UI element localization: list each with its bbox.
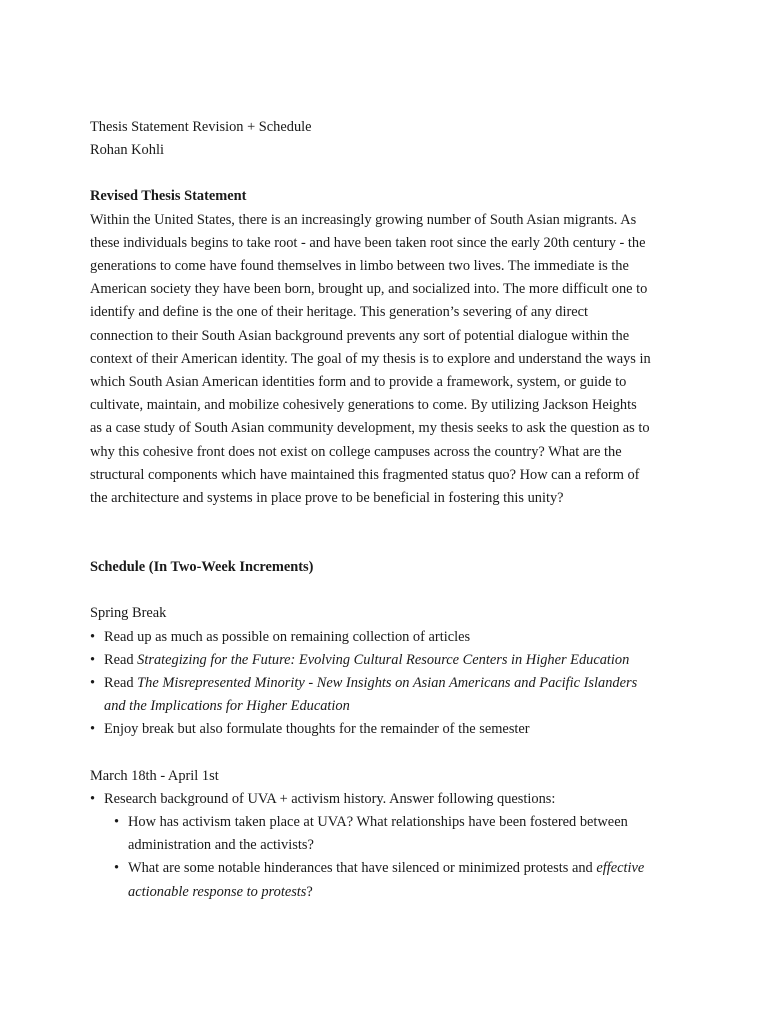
list-item-text: • Read up as much as possible on remaining collection of articles — [104, 628, 471, 645]
schedule-heading: Schedule (In Two-Week Increments) — [90, 559, 314, 576]
spacer — [90, 579, 690, 602]
list-item — [90, 718, 690, 741]
sub-list-item — [114, 811, 690, 857]
emphasis-text: effective — [596, 860, 645, 877]
spring-break-title: Spring Break — [90, 605, 167, 622]
book-title: Strategizing for the Future: Evolving Cultural Resource Centers in Higher Education — [137, 651, 630, 668]
sub-item-text-end: ? — [306, 883, 313, 900]
thesis-line: American society they have been born, brought up, and socialized into. The more difficult one to — [90, 281, 648, 298]
list-item-text: Read — [104, 675, 138, 692]
author-name: Rohan Kohli — [90, 142, 164, 159]
spacer — [90, 742, 690, 765]
spacer — [90, 510, 690, 556]
thesis-line: why this cohesive front does not exist on college campuses across the country? What are the — [90, 443, 622, 460]
thesis-line: which South Asian American identities form and to provide a framework, system, or guide to — [90, 374, 627, 391]
list-item — [90, 788, 690, 904]
thesis-line: connection to their South Asian background prevents any sort of potential dialogue within the — [90, 327, 630, 344]
list-item-text: Read — [104, 651, 138, 668]
thesis-line: cultivate, maintain, and mobilize cohesively generations to come. By utilizing Jackson Heights — [90, 397, 637, 414]
list-item-text: • Research background of UVA + activism history. Answer following questions: — [104, 790, 556, 807]
thesis-line: context of their American identity. The goal of my thesis is to explore and understand the ways in — [90, 350, 651, 367]
book-title: The Misrepresented Minority - New Insights on Asian Americans and Pacific Islanders — [137, 675, 638, 692]
thesis-line: generations to come have found themselves in limbo between two lives. The immediate is the — [90, 258, 629, 275]
thesis-line: identify and define is the one of their heritage. This generation’s severing of any direct — [90, 304, 589, 321]
thesis-heading: Revised Thesis Statement — [90, 188, 247, 205]
march-list — [90, 788, 690, 904]
list-item — [90, 649, 690, 672]
thesis-paragraph — [90, 209, 690, 511]
list-item — [90, 672, 690, 718]
thesis-line: structural components which have maintained this fragmented status quo? How can a reform of — [90, 466, 640, 483]
emphasis-text-cont: actionable response to protests — [128, 883, 307, 900]
thesis-line: these individuals begins to take root - and have been taken root since the early 20th century - the — [90, 234, 646, 251]
spacer — [90, 162, 690, 185]
sub-item-text: • How has activism taken place at UVA? What relationships have been fostered between — [128, 814, 628, 831]
march-sublist — [104, 811, 690, 904]
document-page — [90, 116, 690, 904]
sub-item-text: What are some notable hinderances that have silenced or minimized protests and — [128, 860, 597, 877]
list-item-text: • Enjoy break but also formulate thoughts for the remainder of the semester — [104, 721, 530, 738]
thesis-line: Within the United States, there is an increasingly growing number of South Asian migrants. As — [90, 211, 637, 228]
sub-list-item — [114, 857, 690, 903]
thesis-line: the architecture and systems in place prove to be beneficial in fostering this unity? — [90, 490, 564, 507]
document-title: Thesis Statement Revision + Schedule — [90, 119, 312, 135]
list-item — [90, 626, 690, 649]
sub-item-text-cont: administration and the activists? — [128, 837, 314, 854]
spring-break-list — [90, 626, 690, 742]
march-title: March 18th - April 1st — [90, 767, 219, 784]
thesis-line: as a case study of South Asian community development, my thesis seeks to ask the question as to — [90, 420, 650, 437]
book-title-cont: and the Implications for Higher Education — [104, 698, 350, 715]
